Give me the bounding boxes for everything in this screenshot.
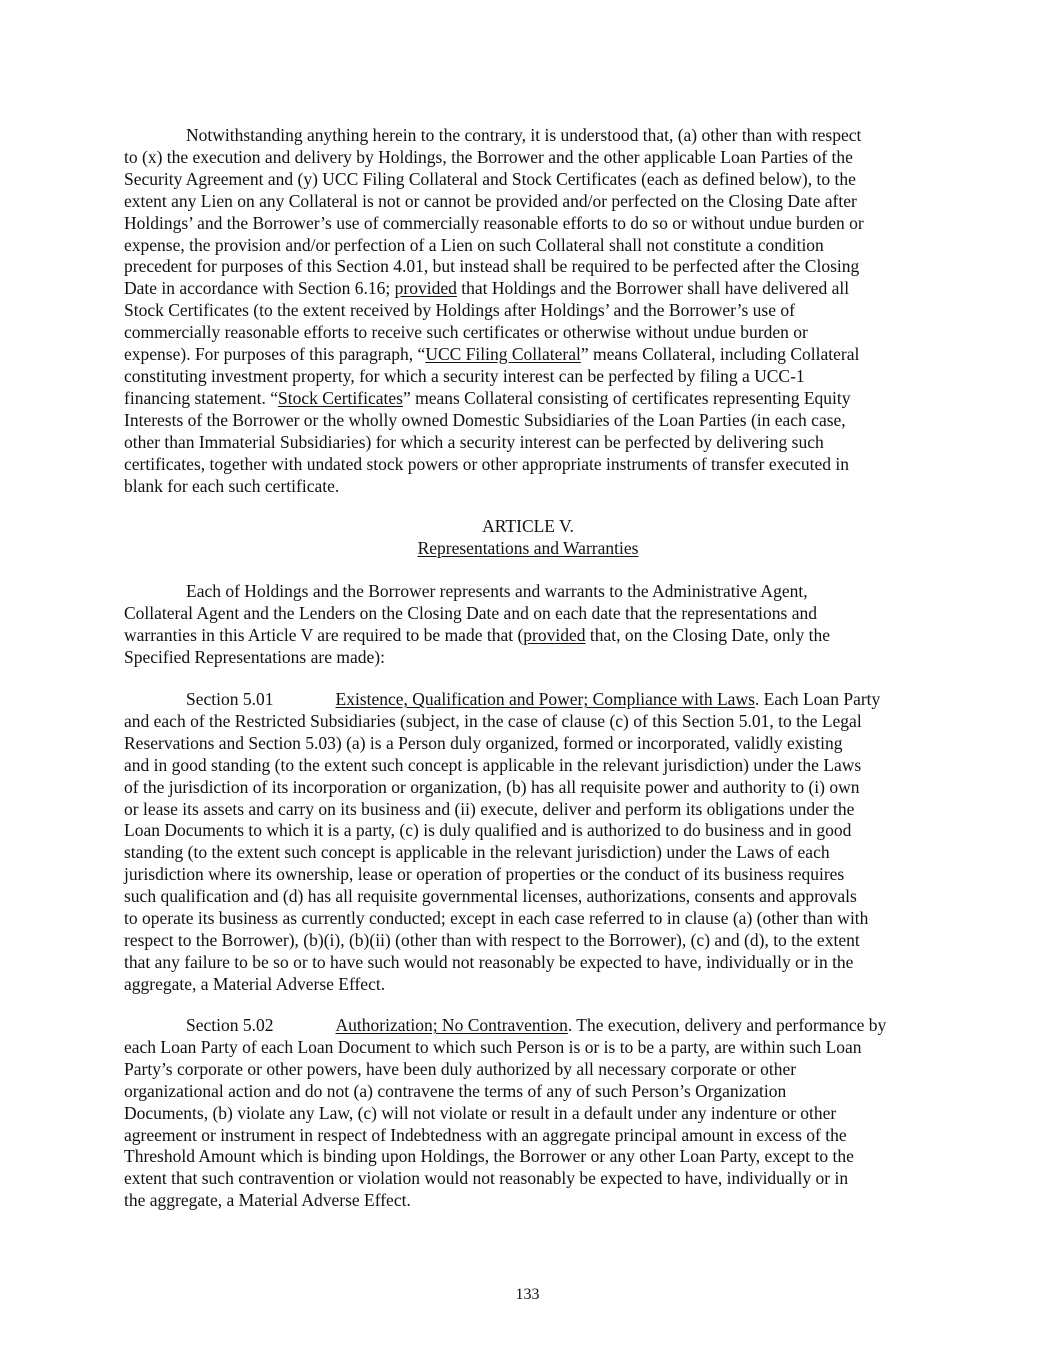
defined-term-stock-certificates: Stock Certificates (278, 387, 403, 408)
text-line: commercially reasonable efforts to receive such certificates or otherwise without undue burden or (124, 322, 808, 343)
text-segment: . Each Loan Party (754, 689, 881, 709)
text-line: Stock Certificates (to the extent received by Holdings after Holdings’ and the Borrower’s use of (124, 300, 795, 321)
text-line: aggregate, a Material Adverse Effect. (124, 973, 386, 994)
text-line (124, 625, 932, 647)
text-line: or lease its assets and carry on its business and (ii) execute, deliver and perform its obligations under the (124, 798, 855, 819)
text-line: and each of the Restricted Subsidiaries (subject, in the case of clause (c) of this Section 5.01, to the Legal (124, 710, 862, 731)
section-5-01 (124, 689, 932, 996)
text-segment: that, on the Closing Date, only the (585, 624, 830, 645)
text-line (124, 344, 932, 366)
text-line: each Loan Party of each Loan Document to which such Person is or is to be a party, are within such Loan (124, 1036, 862, 1057)
section-5-02 (124, 1015, 932, 1212)
text-line: precedent for purposes of this Section 4.01, but instead shall be required to be perfected after the Closing (124, 256, 860, 277)
article-title-text: Representations and Warranties (417, 537, 639, 558)
article-number: ARTICLE V. (482, 516, 574, 536)
section-label: Section 5.01 (186, 689, 274, 709)
text-line: Notwithstanding anything herein to the contrary, it is understood that, (a) other than with respect (186, 125, 862, 145)
text-line: Threshold Amount which is binding upon Holdings, the Borrower or any other Loan Party, except to the (124, 1146, 854, 1167)
section-heading: Existence, Qualification and Power; Compliance with Laws (335, 689, 755, 709)
text-line: expense, the provision and/or perfection of a Lien on such Collateral shall not constitute a condition (124, 234, 824, 255)
text-line: organizational action and do not (a) contravene the terms of any of such Person’s Organization (124, 1080, 787, 1101)
text-segment: financing statement. “ (124, 387, 279, 408)
text-line (124, 1015, 932, 1037)
text-line: standing (to the extent such concept is applicable in the relevant jurisdiction) under the Laws of each (124, 842, 830, 863)
text-line: Security Agreement and (y) UCC Filing Collateral and Stock Certificates (each as defined below), to the (124, 168, 856, 189)
defined-term-provided: provided (394, 278, 457, 299)
text-line: to operate its business as currently conducted; except in each case referred to in clause (a) (other than with (124, 908, 869, 929)
text-segment: warranties in this Article V are required to be made that ( (124, 624, 524, 645)
text-segment: ” means Collateral, including Collateral (580, 344, 860, 365)
text-line: extent that such contravention or violation would not reasonably be expected to have, individually or in (124, 1168, 849, 1189)
text-line: Documents, (b) violate any Law, (c) will not violate or result in a default under any indenture or other (124, 1102, 837, 1123)
text-line: that any failure to be so or to have such would not reasonably be expected to have, individually or in the (124, 951, 854, 972)
text-line: Reservations and Section 5.03) (a) is a Person duly organized, formed or incorporated, validly existing (124, 732, 843, 753)
text-line: extent any Lien on any Collateral is not or cannot be provided and/or perfected on the Closing Date after (124, 190, 857, 211)
text-line: Holdings’ and the Borrower’s use of commercially reasonable efforts to do so or without undue burden or (124, 212, 864, 233)
section-label: Section 5.02 (186, 1015, 274, 1035)
text-line: of the jurisdiction of its incorporation or organization, (b) has all requisite power and authority to (i) own (124, 776, 860, 797)
defined-term-provided: provided (523, 624, 586, 645)
text-line: Each of Holdings and the Borrower represents and warrants to the Administrative Agent, (186, 581, 808, 601)
text-line: Specified Representations are made): (124, 646, 385, 667)
defined-term-ucc-filing-collateral: UCC Filing Collateral (425, 344, 581, 365)
text-line: Party’s corporate or other powers, have been duly authorized by all necessary corporate or other (124, 1058, 797, 1079)
section-heading: Authorization; No Contravention (335, 1015, 568, 1035)
text-segment: Date in accordance with Section 6.16; (124, 278, 395, 299)
text-line: other than Immaterial Subsidiaries) for which a security interest can be perfected by delivering such (124, 431, 824, 452)
text-line (124, 278, 932, 300)
page-number: 133 (515, 1286, 540, 1303)
text-segment: ” means Collateral consisting of certificates representing Equity (402, 387, 851, 408)
text-line: respect to the Borrower), (b)(i), (b)(ii) (other than with respect to the Borrower), (c) and (d), to the extent (124, 929, 860, 950)
article-title (124, 538, 932, 560)
text-line: jurisdiction where its ownership, lease or operation of properties or the conduct of its business requires (124, 864, 845, 885)
text-segment: . The execution, delivery and performance by (567, 1015, 887, 1035)
text-line: Collateral Agent and the Lenders on the Closing Date and on each date that the representations and (124, 602, 817, 623)
text-line: to (x) the execution and delivery by Holdings, the Borrower and the other applicable Loan Parties of the (124, 146, 853, 167)
text-segment: that Holdings and the Borrower shall have delivered all (456, 278, 850, 299)
text-line (124, 689, 932, 711)
text-line: blank for each such certificate. (124, 475, 340, 496)
text-line: Loan Documents to which it is a party, (c) is duly qualified and is authorized to do business and in good (124, 820, 852, 841)
text-line: certificates, together with undated stock powers or other appropriate instruments of transfer executed in (124, 453, 850, 474)
text-line: Interests of the Borrower or the wholly owned Domestic Subsidiaries of the Loan Parties (in each case, (124, 409, 846, 430)
text-line (124, 388, 932, 410)
text-line: agreement or instrument in respect of Indebtedness with an aggregate principal amount in excess of the (124, 1124, 847, 1145)
paragraph-representations-intro (124, 581, 932, 669)
article-heading (124, 516, 932, 560)
text-line: the aggregate, a Material Adverse Effect. (124, 1190, 411, 1211)
text-line: such qualification and (d) has all requisite governmental licenses, authorizations, consents and approvals (124, 886, 857, 907)
text-segment: expense). For purposes of this paragraph, “ (124, 344, 426, 365)
paragraph-collateral-perfection (124, 125, 932, 497)
text-line: constituting investment property, for which a security interest can be perfected by filing a UCC-1 (124, 365, 805, 386)
text-line: and in good standing (to the extent such concept is applicable in the relevant jurisdiction) under the Laws (124, 754, 862, 775)
